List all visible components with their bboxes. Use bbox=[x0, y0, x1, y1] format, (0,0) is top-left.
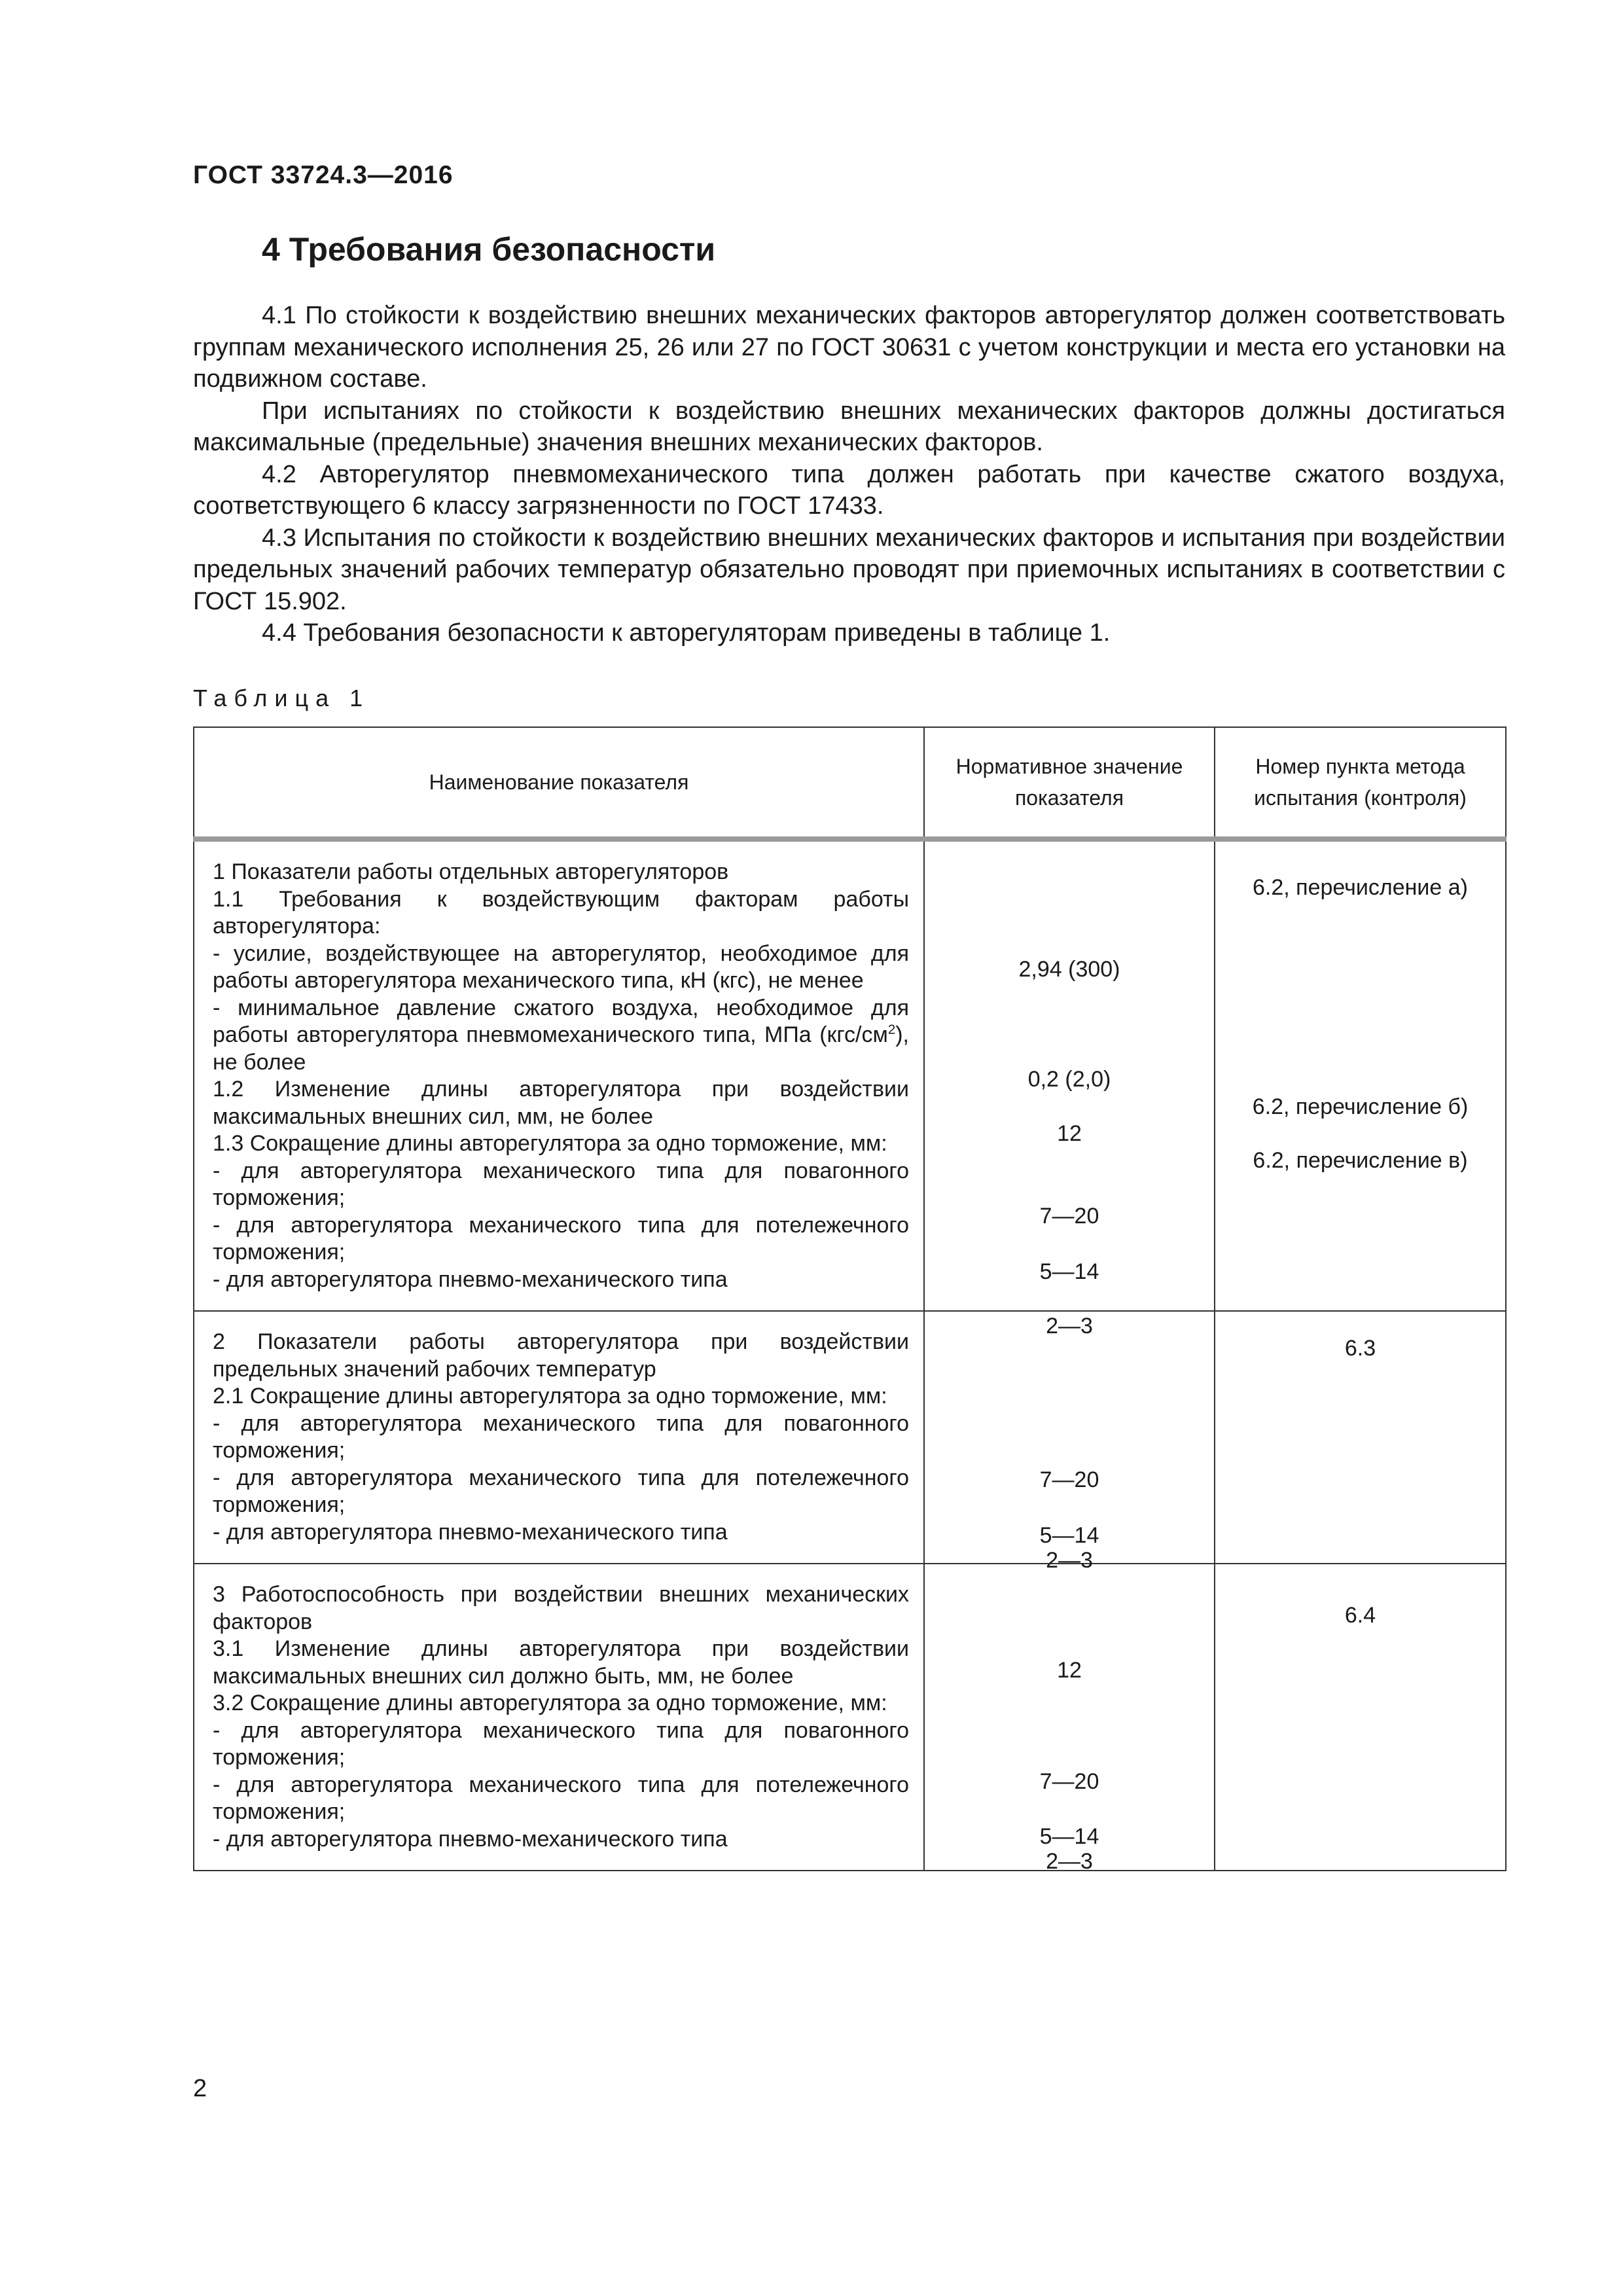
indicator-line: - усилие, воздействующее на авторегулятор, необходимое для работы авторегулятора механического типа, кН (кгс), не менее bbox=[213, 941, 909, 993]
indicator-line: 2.1 Сокращение длины авторегулятора за одно торможение, мм: bbox=[213, 1384, 887, 1408]
normative-value: 12 bbox=[1057, 1658, 1082, 1683]
method-cell bbox=[1215, 1564, 1506, 1871]
indicator-line-part: - минимальное давление сжатого воздуха, необходимое для работы авторегулятора пневмомеханического типа, МПа (кгс/см bbox=[213, 995, 909, 1047]
paragraph-4-3: 4.3 Испытания по стойкости к воздействию внешних механических факторов и испытания при воздействии предельных значений рабочих температур обязательно проводят при приемочных испытаниях в соответствии с ГОСТ 15.902. bbox=[193, 524, 1505, 615]
indicator-line: 1.2 Изменение длины авторегулятора при воздействии максимальных внешних сил, мм, не более bbox=[213, 1077, 909, 1129]
method-ref: 6.2, перечисление б) bbox=[1252, 1094, 1469, 1119]
normative-value: 2—3 bbox=[1046, 1548, 1093, 1573]
method-cell bbox=[1215, 839, 1506, 1311]
table-header-row bbox=[194, 727, 1506, 839]
table-caption: Таблица 1 bbox=[193, 685, 370, 711]
indicator-line: 3 Работоспособность при воздействии внешних механических факторов bbox=[213, 1582, 909, 1634]
normative-value: 5—14 bbox=[1039, 1523, 1099, 1548]
normative-value: 2—3 bbox=[1046, 1314, 1093, 1338]
table-row bbox=[194, 1311, 1506, 1564]
normative-value: 12 bbox=[1057, 1121, 1082, 1146]
indicator-line: 2 Показатели работы авторегулятора при воздействии предельных значений рабочих температур bbox=[213, 1329, 909, 1382]
method-ref: 6.3 bbox=[1344, 1336, 1376, 1361]
indicator-cell bbox=[194, 1311, 924, 1564]
indicator-line-part: ), не более bbox=[213, 1022, 909, 1075]
indicator-line: 1 Показатели работы отдельных авторегуляторов bbox=[213, 859, 729, 884]
indicator-line: 1.3 Сокращение длины авторегулятора за одно торможение, мм: bbox=[213, 1131, 887, 1156]
normative-value: 7—20 bbox=[1039, 1769, 1099, 1794]
indicator-line: 3.1 Изменение длины авторегулятора при воздействии максимальных внешних сил должно быть, мм, не более bbox=[213, 1636, 909, 1689]
paragraph-4-4: 4.4 Требования безопасности к авторегуляторам приведены в таблице 1. bbox=[262, 619, 1111, 647]
header-indicator-name: Наименование показателя bbox=[194, 727, 924, 839]
standard-number: ГОСТ 33724.3—2016 bbox=[193, 161, 454, 189]
method-ref: 6.2, перечисление а) bbox=[1253, 875, 1468, 900]
normative-value: 7—20 bbox=[1039, 1204, 1099, 1229]
indicator-line: 3.2 Сокращение длины авторегулятора за одно торможение, мм: bbox=[213, 1691, 887, 1715]
table-row bbox=[194, 839, 1506, 1311]
value-cell bbox=[924, 1311, 1215, 1573]
normative-value: 2—3 bbox=[1046, 1849, 1093, 1874]
body-text bbox=[193, 300, 1505, 649]
normative-value: 5—14 bbox=[1039, 1259, 1099, 1284]
indicator-line: - для авторегулятора пневмо-механического типа bbox=[213, 1266, 728, 1292]
value-cell bbox=[924, 1564, 1215, 1874]
paragraph-4-1-note: При испытаниях по стойкости к воздействию внешних механических факторов должны достигаться максимальные (предельные) значения внешних механических факторов. bbox=[193, 397, 1505, 456]
indicator-line: - для авторегулятора пневмо-механического типа bbox=[213, 1826, 728, 1852]
indicator-line: - для авторегулятора пневмо-механического типа bbox=[213, 1519, 728, 1545]
paragraph-4-2: 4.2 Авторегулятор пневмомеханического типа должен работать при качестве сжатого воздуха, соответствующего 6 классу загрязненности по ГОСТ 17433. bbox=[193, 460, 1505, 520]
method-cell bbox=[1215, 1311, 1506, 1564]
header-normative-value: Нормативное значение показателя bbox=[924, 727, 1215, 839]
requirements-table bbox=[193, 726, 1507, 1874]
indicator-line: - для авторегулятора механического типа для потележечного торможения; bbox=[213, 1772, 909, 1824]
value-cell bbox=[924, 839, 1215, 1338]
method-ref: 6.2, перечисление в) bbox=[1253, 1148, 1468, 1173]
indicator-line: - для авторегулятора механического типа для повагонного торможения; bbox=[213, 1410, 909, 1463]
paragraph-4-1: 4.1 По стойкости к воздействию внешних механических факторов авторегулятор должен соответствовать группам механического исполнения 25, 26 или 27 по ГОСТ 30631 с учетом конструкции и места его установки на подвижном составе. bbox=[193, 302, 1505, 393]
section-title: 4 Требования безопасности bbox=[262, 231, 716, 268]
indicator-line: - для авторегулятора механического типа для повагонного торможения; bbox=[213, 1158, 909, 1210]
indicator-line: - для авторегулятора механического типа для повагонного торможения; bbox=[213, 1717, 909, 1770]
header-test-method: Номер пункта метода испытания (контроля) bbox=[1215, 727, 1506, 839]
indicator-line: - для авторегулятора механического типа для потележечного торможения; bbox=[213, 1212, 909, 1265]
indicator-line: 1.1 Требования к воздействующим факторам работы авторегулятора: bbox=[213, 886, 909, 939]
indicator-line: - для авторегулятора механического типа для потележечного торможения; bbox=[213, 1465, 909, 1517]
normative-value: 7—20 bbox=[1039, 1467, 1099, 1492]
indicator-cell bbox=[194, 1564, 924, 1871]
indicator-cell bbox=[194, 839, 924, 1311]
normative-value: 5—14 bbox=[1039, 1824, 1099, 1849]
table-row bbox=[194, 1564, 1506, 1871]
normative-value: 2,94 (300) bbox=[1018, 957, 1120, 982]
normative-value: 0,2 (2,0) bbox=[1027, 1067, 1111, 1092]
indicator-line: - минимальное давление сжатого воздуха, необходимое для работы авторегулятора пневмомеханического типа, МПа $(кгс/см^2)$, не более bbox=[213, 995, 909, 1075]
method-ref: 6.4 bbox=[1344, 1603, 1376, 1628]
page-number: 2 bbox=[193, 2075, 207, 2102]
